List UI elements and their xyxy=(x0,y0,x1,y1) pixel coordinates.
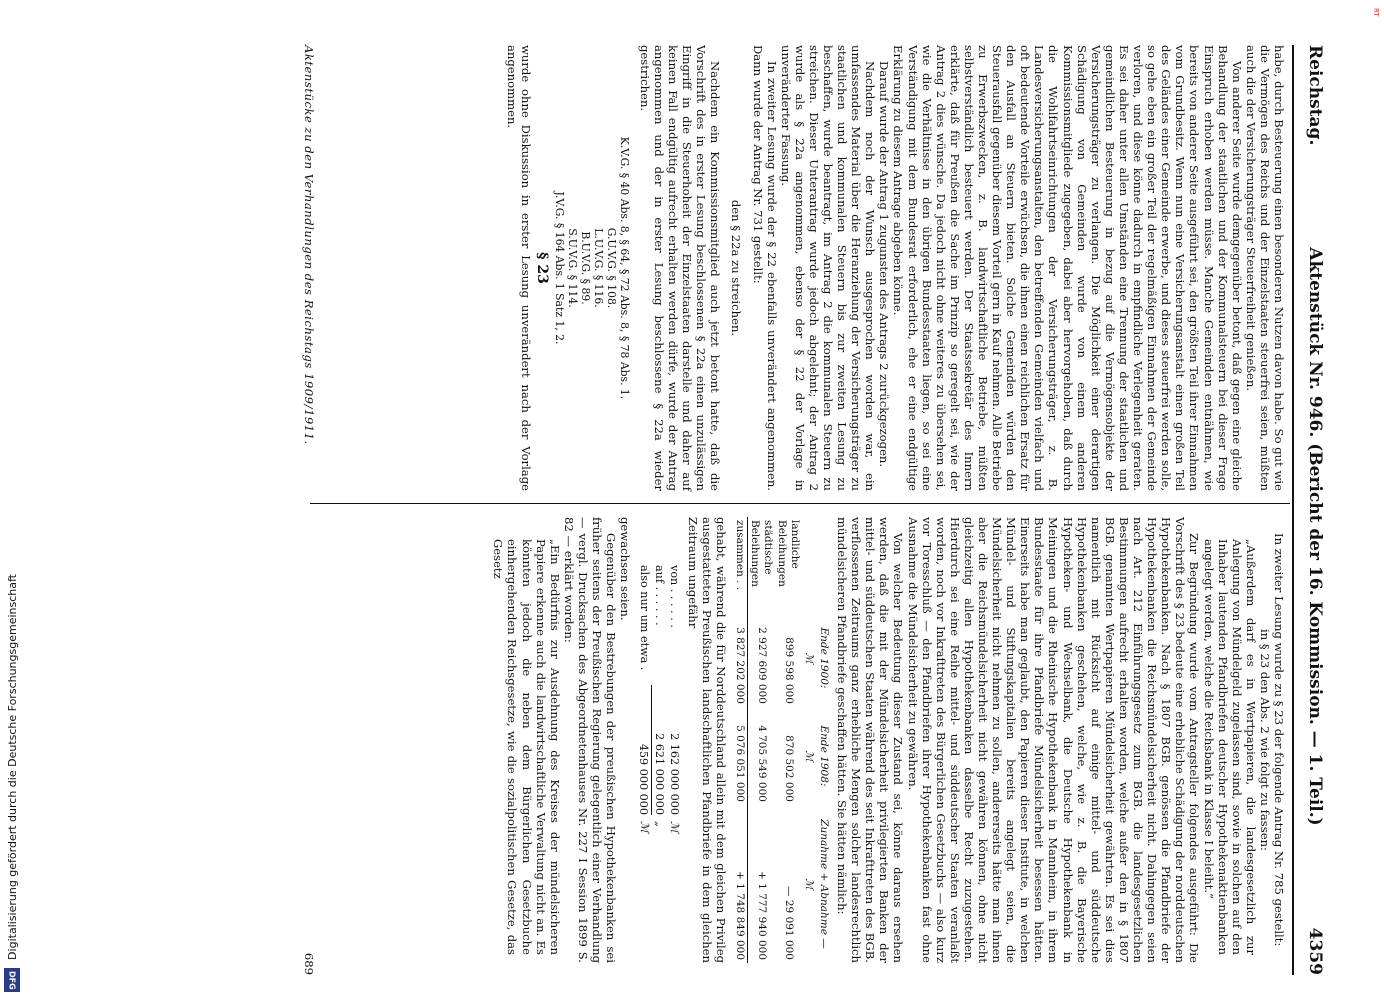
calc-unit: ℳ xyxy=(668,821,682,833)
table-cell: + 1 748 849 000 xyxy=(733,805,748,963)
paragraph: In zweiter Lesung wurde der § 22 ebenfalls unverändert angenommen. Dann wurde der Antrag Nr. 731 gestellt: xyxy=(750,45,779,491)
table-cell: + 1 777 940 000 xyxy=(755,871,768,960)
table-header: Zunahme + Abnahme — xyxy=(818,819,830,949)
citation: S.U.V.G. § 114. xyxy=(565,228,579,308)
margin-credit xyxy=(2,0,22,1000)
citation: L.U.V.G. § 116. xyxy=(591,228,605,308)
document-page xyxy=(32,45,1332,975)
table-unit: ℳ xyxy=(803,750,816,762)
table-unit: ℳ xyxy=(803,652,816,664)
calc-unit: ℳ xyxy=(638,821,652,833)
paragraph: gewachsen seien. xyxy=(618,517,633,621)
table-cell: 3 827 202 000 xyxy=(733,609,748,707)
quoted-statement: „Ein Bedürfnis zur Ausdehnung des Kreises der mündelsicheren Papiere erkenne auch die landwirtschaftliche Verwaltung nicht an. Es könnten jedoch die neben dem Bürgerlichen Gesetzbuche einhergehenden Reichsgesetze, wie die sozialpolitischen Gesetze, das Gesetz xyxy=(491,539,562,955)
citation: G.U.V.G. § 108. xyxy=(604,227,618,309)
table-unit xyxy=(802,517,817,609)
calc-value: 459 000 000 xyxy=(636,685,652,815)
motion-text: den § 22a zu streichen. xyxy=(729,199,744,337)
table-row xyxy=(748,517,776,963)
column-divider xyxy=(310,503,1290,504)
right-column xyxy=(491,517,1286,963)
table-unit-row xyxy=(802,517,817,963)
section-heading: § 23 xyxy=(533,252,550,284)
paragraph: habe, durch Besteuerung einen besonderen Nutzen davon habe. So gut wie die Vermögen des Reichs und der Einzelstaaten steuerfrei seien, müßten auch die der Versicherungsträger Steuerfreiheit genießen. xyxy=(1243,45,1286,491)
table-cell: 899 598 000 xyxy=(782,637,795,704)
table-cell: 2 927 609 000 xyxy=(755,627,768,704)
paragraph: In zweiter Lesung wurde zu § 23 der folgende Antrag Nr. 785 gestellt: xyxy=(1272,533,1286,947)
digitization-credit-text: Digitalisierung gefördert durch die Deutsche Forschungsgemeinschaft xyxy=(5,574,19,960)
paragraph: Gegenüber den Bestrebungen der preußischen Hypothekenbanken sei früher seitens der Preußischen Regierung gelegentlich einer Verhandlung — vergl. Drucksachen des Abgeordnetenhauses Nr. 227 I Session 1899 S. 82 — erklärt worden: xyxy=(561,517,619,963)
citation: B.U.V.G. § 89. xyxy=(578,231,592,305)
calc-label: von . . . . . . xyxy=(668,565,682,628)
left-column xyxy=(505,45,1287,491)
table-cell: 4 705 549 000 xyxy=(755,725,768,802)
page-header xyxy=(1298,45,1332,975)
footer-page-number: 689 xyxy=(302,952,316,975)
table-header-row xyxy=(817,517,832,963)
table-cell: landliche Beleihungen xyxy=(776,520,801,587)
table-unit: ℳ xyxy=(803,878,816,890)
paragraph: gehabt, während die für Norddeutschland allein mit dem gleichen Privileg ausgestatteten Preußischen landschaftlichen Pfandbriefe in dem gleichen Zeitraum ungefähr xyxy=(686,517,729,963)
motion-text: in § 23 den Abs. 2 wie folgt zu fassen: xyxy=(1257,629,1272,851)
header-page-number: 4359 xyxy=(1305,927,1325,975)
paragraph: Von anderer Seite wurde demgegenüber betont, daß gegen eine gleiche Behandlung der staatlichen und der Kommunalsteuern bei dieser Frage Einspruch erhoben werden müsse. Manche Gemeinden entnähmen, wie bereits von anderer Seite ausgeführt sei, den größten Teil ihrer Einnahmen vom Grundbesitz. Wenn nun eine Versicherungsanstalt einen großen Teil des Geländes einer Gemeinde erwerbe, und dieses steuerfrei werden solle, so gehe eben ein großer Teil der regelmäßigen Einnahmen der Gemeinde verloren, und diese könne dadurch in empfindliche Verlegenheit geraten. Es sei daher unter allen Umständen eine Trennung der staatlichen und gemeindlichen Besteuerung in bezug auf die Vermögensobjekte der Versicherungsträger zu verlangen. Die Möglichkeit einer derartigen Schädigung von Gemeinden wurde von einem anderen Kommissionsmitgliede zugegeben, dabei aber hervorgehoben, daß durch die Wohlfahrtseinrichtungen der Versicherungsträger, z. B. Landesversicherungsanstalten, den betreffenden Gemeinden vielfach und oft bedeutende Vorteile erwüchsen, die ihnen einen reichlichen Ersatz für den Ausfall an Steuern bieten. Solche Gemeinden würden den Steuerausfall gegenüber diesem Vorteil gern in Kauf nehmen. Alle Betriebe zu Erwerbszwecken, z. B. landwirtschaftliche Betriebe, müßten selbstverständlich besteuert werden. Der Staatssekretär des Innern erklärte, daß für Preußen die Sache im Prinzip so geregelt sei, wie der Antrag 2 dies wünsche. Da jedoch nicht ohne weiteres zu übersehen sei, wie die Verhältnisse in den übrigen Bundesstaaten liegen, so sei eine Verständigung mit dem Bundesrat erforderlich, ehe er eine endgültige Erklärung zu diesem Antrage abgeben könne. xyxy=(891,45,1244,491)
calc-row xyxy=(652,565,667,963)
paragraph: Von welcher Bedeutung dieser Zustand sei, könne daraus ersehen werden, daß die mit der Mündelsicherheit privilegierten Banken der mittel- und süddeutschen Staaten während des seit Inkrafttreten des BGB. verflossenen Zeitraums ganz erhebliche Mengen solcher landesrechtlich mündelsicheren Pfandbriefe geschaffen hätten. Sie hätten nämlich: xyxy=(835,517,906,963)
calc-unit: „ xyxy=(653,821,667,827)
table-header: Ende 1908: xyxy=(818,725,830,787)
table-row xyxy=(775,517,802,963)
pfandbrief-statistics-table xyxy=(733,517,832,963)
header-publication: Reichstag. xyxy=(1305,45,1325,146)
header-title: Aktenstück Nr. 946. (Bericht der 16. Kommission. — 1. Teil.) xyxy=(1305,247,1325,826)
table-cell: 5 076 051 000 xyxy=(733,707,748,805)
table-total-row xyxy=(733,517,748,963)
paragraph: Nachdem noch der Wunsch ausgesprochen worden war, ein umfassendes Material über die Heranziehung der Versicherungsträger zu staatlichen und kommunalen Steuern bis zur zweiten Lesung zu beschaffen, wurde beantragt, im Antrag 2 die kommunalen Steuern zu streichen. Dieser Unterantrag wurde jedoch abgelehnt; der Antrag 2 wurde als § 22a angenommen, ebenso der § 22 der Vorlage in unveränderter Fassung. xyxy=(778,45,878,491)
calc-row xyxy=(667,565,682,963)
calc-label: auf . . . . . . xyxy=(653,565,667,626)
footer-source: Aktenstücke zu den Verhandlungen des Reichstags 1909/1911. xyxy=(302,45,316,445)
table-cell: zusammen . . xyxy=(733,517,748,609)
citation: K.V.G. § 40 Abs. 8, § 64, § 72 Abs. 8, § 78 Abs. 1. xyxy=(617,136,631,400)
table-cell: 870 502 000 xyxy=(782,735,795,802)
corner-mark-text: RT xyxy=(1372,8,1380,17)
citation: J.V.G. § 164 Abs. 1 Satz 1, 2. xyxy=(552,191,566,345)
table-header xyxy=(817,517,832,609)
paragraph: Nachdem ein Kommissionsmitglied auch jetzt betont hatte, daß die Vorschrift des in erster Lesung beschlossenen § 22a einen unzulässigen Eingriff in die Steuerhoheit der Einzelstaaten darstelle und daher auf keinen Fall endgültig aufrecht erhalten werden dürfe, wurde der Antrag angenommen und der in erster Lesung beschlossene § 22a wieder gestrichen. xyxy=(637,45,723,491)
paragraph: Darauf wurde der Antrag 1 zugunsten des Antrags 2 zurückgezogen. xyxy=(877,61,892,468)
digitization-credit xyxy=(5,0,19,960)
header-rule xyxy=(1292,45,1294,975)
quoted-amendment: „Außerdem darf es in Wertpapieren, die landesgesetzlich zur Anlegung von Mündelgeld zugelassen sind, sowie in solchen auf den Inhaber lautenden Pfandbriefen deutscher Hypothekenaktienbanken angelegt werden, welche die Reichsbank in Klasse I beleiht.“ xyxy=(1201,539,1258,955)
law-citations xyxy=(553,45,631,491)
growth-calculation xyxy=(636,565,682,963)
page-footer xyxy=(296,45,316,975)
calc-row xyxy=(636,565,652,963)
paragraph: Zur Begründung wurde vom Antragsteller folgendes ausgeführt: Die Vorschrift des § 23 bedeute eine erhebliche Schädigung der norddeutschen Hypothekenbanken. Nach § 1807 BGB. genössen die Pfandbriefe der Hypothekenbanken die Reichsmündelsicherheit nicht. Dahingegen seien nach Art. 212 Einführungsgesetz zum BGB. die landesgesetzlichen Bestimmungen aufrecht erhalten worden, welche außer den in § 1807 BGB. genannten Wertpapieren Mündelsicherheit gewährten. Es sei dies namentlich mit Rücksicht auf einige mittel- und süddeutsche Hypothekenbanken geschehen, welche, wie z. B. die Bayerische Hypotheken- und Wechselbank, die Deutsche Hypothekenbank in Meiningen und die Rheinische Hypothekenbank in Mannheim, in ihrem Bundesstaate für ihre Pfandbriefe Mündelsicherheit besessen hätten. Einerseits habe man geglaubt, den Papieren dieser Institute, in welchen Mündel- und Stiftungskapitalien bereits angelegt seien, die Mündelsicherheit nicht nehmen zu sollen, andererseits hätte man ihnen aber die Reichsmündelsicherheit nicht gewähren können, ohne nicht gleichzeitig allen Hypothekenbanken dasselbe Recht zuzugestehen. Hierdurch sei eine Reihe mittel- und süddeutscher Staaten veranlaßt worden, noch vor Inkrafttreten des Bürgerlichen Gesetzbuchs — also kurz vor Toresschluß — den Pfandbriefen ihrer Hypothekenbanken fast ohne Ausnahme die Mündelsicherheit zu gewähren. xyxy=(905,517,1202,963)
corner-mark xyxy=(1372,2,1380,22)
table-header: Ende 1900: xyxy=(818,627,830,689)
calc-value: 2 621 000 000 xyxy=(653,733,667,815)
calc-label: also nur um etwa . xyxy=(638,565,652,671)
calc-value: 2 162 000 000 xyxy=(668,733,682,815)
dfg-logo: DFG xyxy=(4,968,20,992)
paragraph: wurde ohne Diskussion in erster Lesung unverändert nach der Vorlage angenommen. xyxy=(504,45,533,491)
table-cell: städtische Beleihungen xyxy=(749,520,774,587)
table-cell: — 29 091 000 xyxy=(782,886,795,960)
